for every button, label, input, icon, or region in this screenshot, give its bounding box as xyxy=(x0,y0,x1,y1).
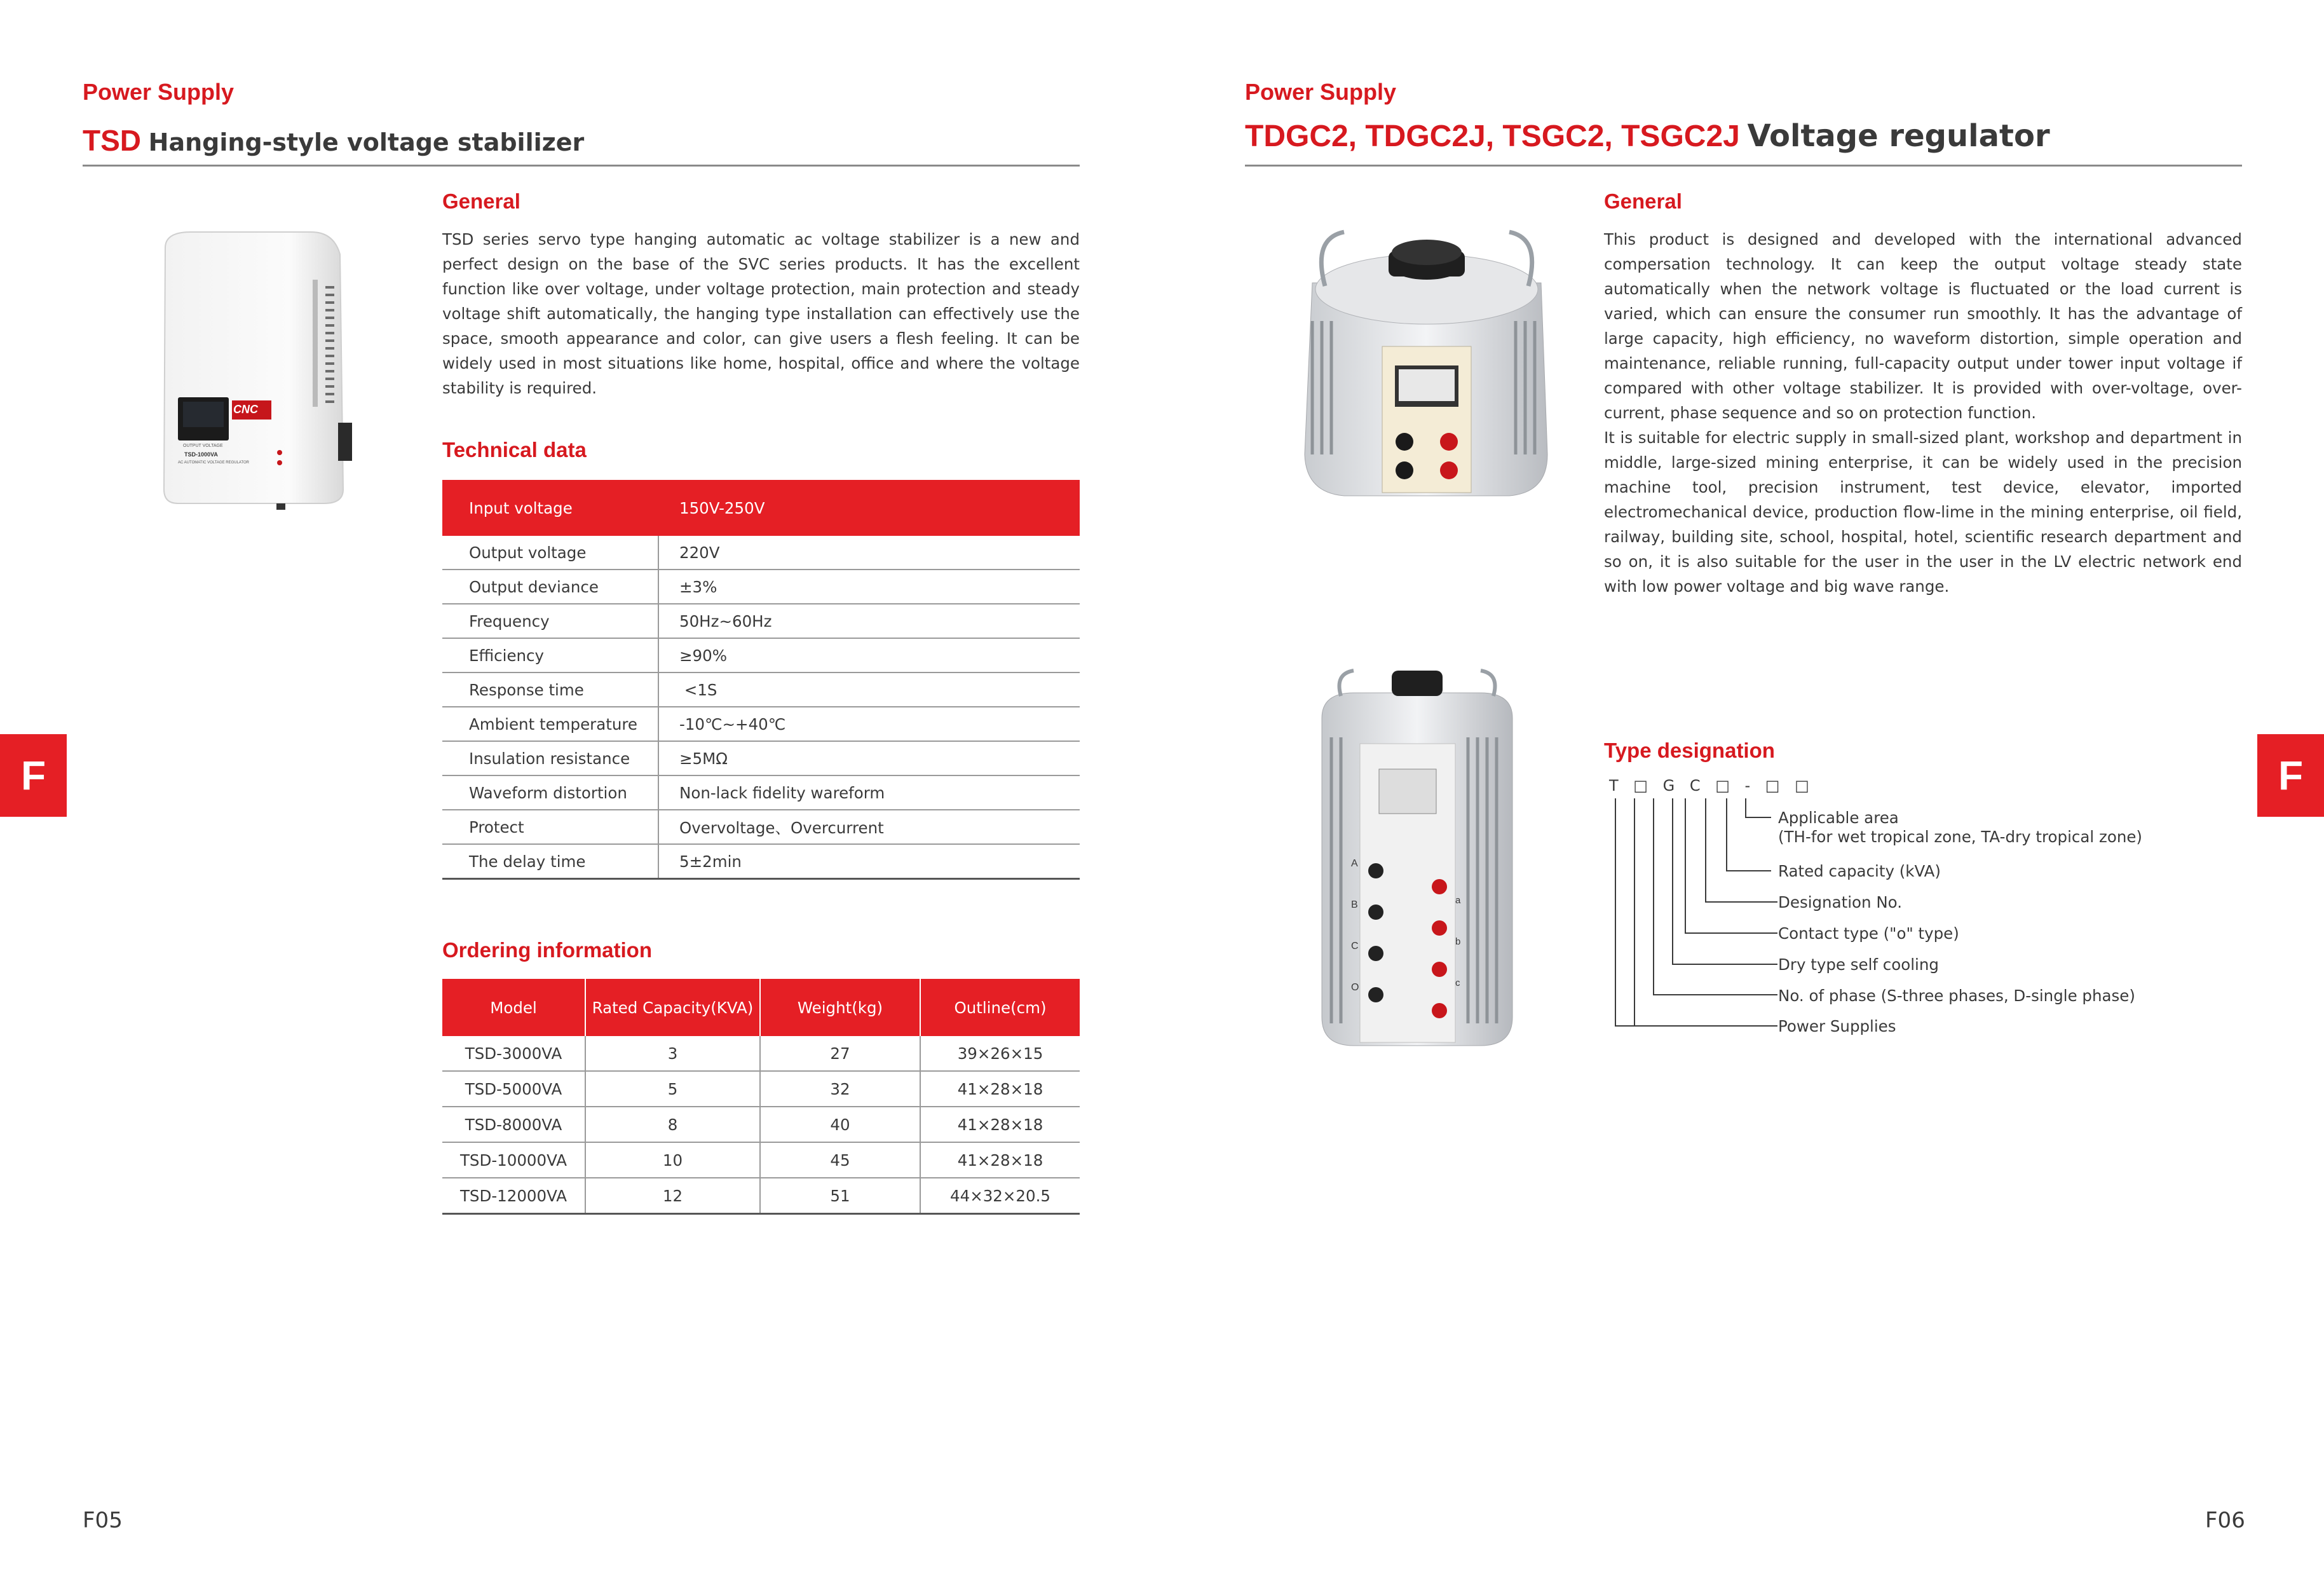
technical-header-value: 150V-250V xyxy=(658,480,1080,536)
type-code: T □ G C □ - □ □ xyxy=(1609,777,1814,795)
model-cell: TSD-3000VA xyxy=(442,1036,585,1071)
type-label-contact-type: Contact type ("o" type) xyxy=(1778,924,1959,943)
left-page-title xyxy=(83,123,584,158)
weight-cell: 27 xyxy=(760,1036,920,1071)
phase-label-o: O xyxy=(1351,982,1359,993)
ordering-heading: Ordering information xyxy=(442,938,652,962)
param-name: Output voltage xyxy=(442,536,658,570)
right-section-label: Power Supply xyxy=(1245,79,1397,105)
type-label-dry-cooling: Dry type self cooling xyxy=(1778,955,1939,974)
weight-cell: 45 xyxy=(760,1142,920,1178)
product-display-label: OUTPUT VOLTAGE xyxy=(183,444,223,448)
phase-label-b-small: b xyxy=(1455,936,1461,947)
param-name: Output deviance xyxy=(442,570,658,604)
outline-cell: 44×32×20.5 xyxy=(920,1178,1080,1214)
left-title-text: Hanging-style voltage stabilizer xyxy=(148,128,585,156)
technical-data-heading: Technical data xyxy=(442,438,587,461)
tdgc2-regulator-image xyxy=(1287,226,1563,499)
type-label-designation-no: Designation No. xyxy=(1778,893,1902,911)
right-page-title xyxy=(1245,118,2050,154)
phase-label-c: C xyxy=(1351,941,1359,952)
col-header-capacity: Rated Capacity(KVA) xyxy=(585,979,760,1036)
model-cell: TSD-12000VA xyxy=(442,1178,585,1214)
phase-label-a: A xyxy=(1351,858,1358,869)
col-header-weight: Weight(kg) xyxy=(760,979,920,1036)
right-title-rule xyxy=(1245,165,2242,167)
ordering-table xyxy=(442,979,1080,1215)
model-cell: TSD-5000VA xyxy=(442,1071,585,1107)
left-general-heading: General xyxy=(442,189,520,213)
param-value: Non-lack fidelity wareform xyxy=(658,775,1080,810)
type-label-zone-note: (TH-for wet tropical zone, TA-dry tropical zone) xyxy=(1778,828,2142,846)
left-general-text: TSD series servo type hanging automatic ac voltage stabilizer is a new and perfect design on the base of the SVC series products. It has the excellent function like over voltage, under voltage protection, main protection and steady voltage shift automatically, the hanging type installation can effectively use the space, smooth appearance and color, can give users a flesh feeling. It can be widely used in most situations like home, hospital, office and where the voltage stability is required. xyxy=(442,230,1080,397)
outline-cell: 39×26×15 xyxy=(920,1036,1080,1071)
outline-cell: 41×28×18 xyxy=(920,1071,1080,1107)
right-title-text: Voltage regulator xyxy=(1747,118,2050,154)
param-name: Ambient temperature xyxy=(442,707,658,741)
table-row xyxy=(442,810,1080,844)
param-value: Overvoltage、Overcurrent xyxy=(658,810,1080,844)
table-row xyxy=(442,1071,1080,1107)
phase-label-b: B xyxy=(1351,899,1358,910)
param-name: Insulation resistance xyxy=(442,741,658,775)
table-row xyxy=(442,775,1080,810)
param-value: ±3% xyxy=(658,570,1080,604)
param-value: ≥5MΩ xyxy=(658,741,1080,775)
table-row xyxy=(442,536,1080,570)
outline-cell: 41×28×18 xyxy=(920,1107,1080,1142)
type-label-rated-capacity: Rated capacity (kVA) xyxy=(1778,862,1941,880)
product-small-text: AC AUTOMATIC VOLTAGE REGULATOR xyxy=(178,461,250,465)
weight-cell: 40 xyxy=(760,1107,920,1142)
type-designation-heading: Type designation xyxy=(1604,739,1775,762)
capacity-cell: 8 xyxy=(585,1107,760,1142)
right-section-tab: F xyxy=(2257,734,2324,817)
param-value: -10℃~+40℃ xyxy=(658,707,1080,741)
param-value: <1S xyxy=(658,672,1080,707)
param-name: Efficiency xyxy=(442,638,658,672)
right-general-heading: General xyxy=(1604,189,1682,213)
type-label-phase: No. of phase (S-three phases, D-single phase) xyxy=(1778,986,2135,1005)
product-model-label: TSD-1000VA xyxy=(184,451,218,458)
weight-cell: 51 xyxy=(760,1178,920,1214)
ordering-header-row xyxy=(442,979,1080,1036)
model-cell: TSD-8000VA xyxy=(442,1107,585,1142)
model-cell: TSD-10000VA xyxy=(442,1142,585,1178)
table-row xyxy=(442,1142,1080,1178)
technical-data-table xyxy=(442,480,1080,880)
param-value: ≥90% xyxy=(658,638,1080,672)
type-label-applicable-area: Applicable area xyxy=(1778,809,1899,827)
table-row xyxy=(442,844,1080,879)
param-value: 50Hz~60Hz xyxy=(658,604,1080,638)
param-value: 220V xyxy=(658,536,1080,570)
technical-header-row xyxy=(442,480,1080,536)
right-general-text-2: It is suitable for electric supply in small-sized plant, workshop and department in middle, large-sized mining enterprise, it can be widely used in the precision machine tool, precision instrument, test device, elevator, imported electromechanical device, production flow-lime in the mining enterprise, oil field, railway, building site, school, hospital, hotel, scientific research department and so on, it is also suitable for the user in the user in the LV electric network end with low power voltage and big wave range. xyxy=(1604,428,2242,596)
tsgc2-regulator-image xyxy=(1315,667,1519,1049)
capacity-cell: 10 xyxy=(585,1142,760,1178)
param-name: Response time xyxy=(442,672,658,707)
weight-cell: 32 xyxy=(760,1071,920,1107)
param-value: 5±2min xyxy=(658,844,1080,879)
table-row xyxy=(442,741,1080,775)
table-row xyxy=(442,570,1080,604)
table-row xyxy=(442,707,1080,741)
tsd-stabilizer-image xyxy=(153,229,362,515)
right-page-number: F06 xyxy=(2205,1508,2245,1533)
table-row xyxy=(442,1036,1080,1071)
left-title-rule xyxy=(83,165,1080,167)
table-row xyxy=(442,672,1080,707)
col-header-outline: Outline(cm) xyxy=(920,979,1080,1036)
param-name: Frequency xyxy=(442,604,658,638)
table-row xyxy=(442,604,1080,638)
outline-cell: 41×28×18 xyxy=(920,1142,1080,1178)
phase-label-a-small: a xyxy=(1455,895,1461,906)
capacity-cell: 5 xyxy=(585,1071,760,1107)
type-designation-diagram xyxy=(1604,777,2242,1044)
type-label-power-supplies: Power Supplies xyxy=(1778,1017,1896,1035)
product-brand-logo: CNC xyxy=(233,403,258,416)
left-section-label: Power Supply xyxy=(83,79,234,105)
left-section-tab: F xyxy=(0,734,67,817)
capacity-cell: 12 xyxy=(585,1178,760,1214)
technical-header-label: Input voltage xyxy=(442,480,658,536)
right-title-code: TDGC2, TDGC2J, TSGC2, TSGC2J xyxy=(1245,119,1740,153)
param-name: The delay time xyxy=(442,844,658,879)
col-header-model: Model xyxy=(442,979,585,1036)
param-name: Protect xyxy=(442,810,658,844)
phase-label-c-small: c xyxy=(1455,978,1460,988)
table-row xyxy=(442,1178,1080,1214)
table-row xyxy=(442,638,1080,672)
left-page-number: F05 xyxy=(83,1508,123,1533)
table-row xyxy=(442,1107,1080,1142)
capacity-cell: 3 xyxy=(585,1036,760,1071)
right-general-text-1: This product is designed and developed with the international advanced compersation technology. It can keep the output voltage steady state automatically when the network voltage is fluctuated or the load current is varied, which can ensure the consumer run smoothly. It has the advantage of large capacity, high efficiency, no waveform distortion, simple operation and maintenance, reliable running, full-capacity output under tower input voltage if compared with other voltage stabilizer. It is provided with over-voltage, over-current, phase sequence and so on protection function. xyxy=(1604,230,2242,422)
param-name: Waveform distortion xyxy=(442,775,658,810)
left-title-code: TSD xyxy=(83,124,141,157)
